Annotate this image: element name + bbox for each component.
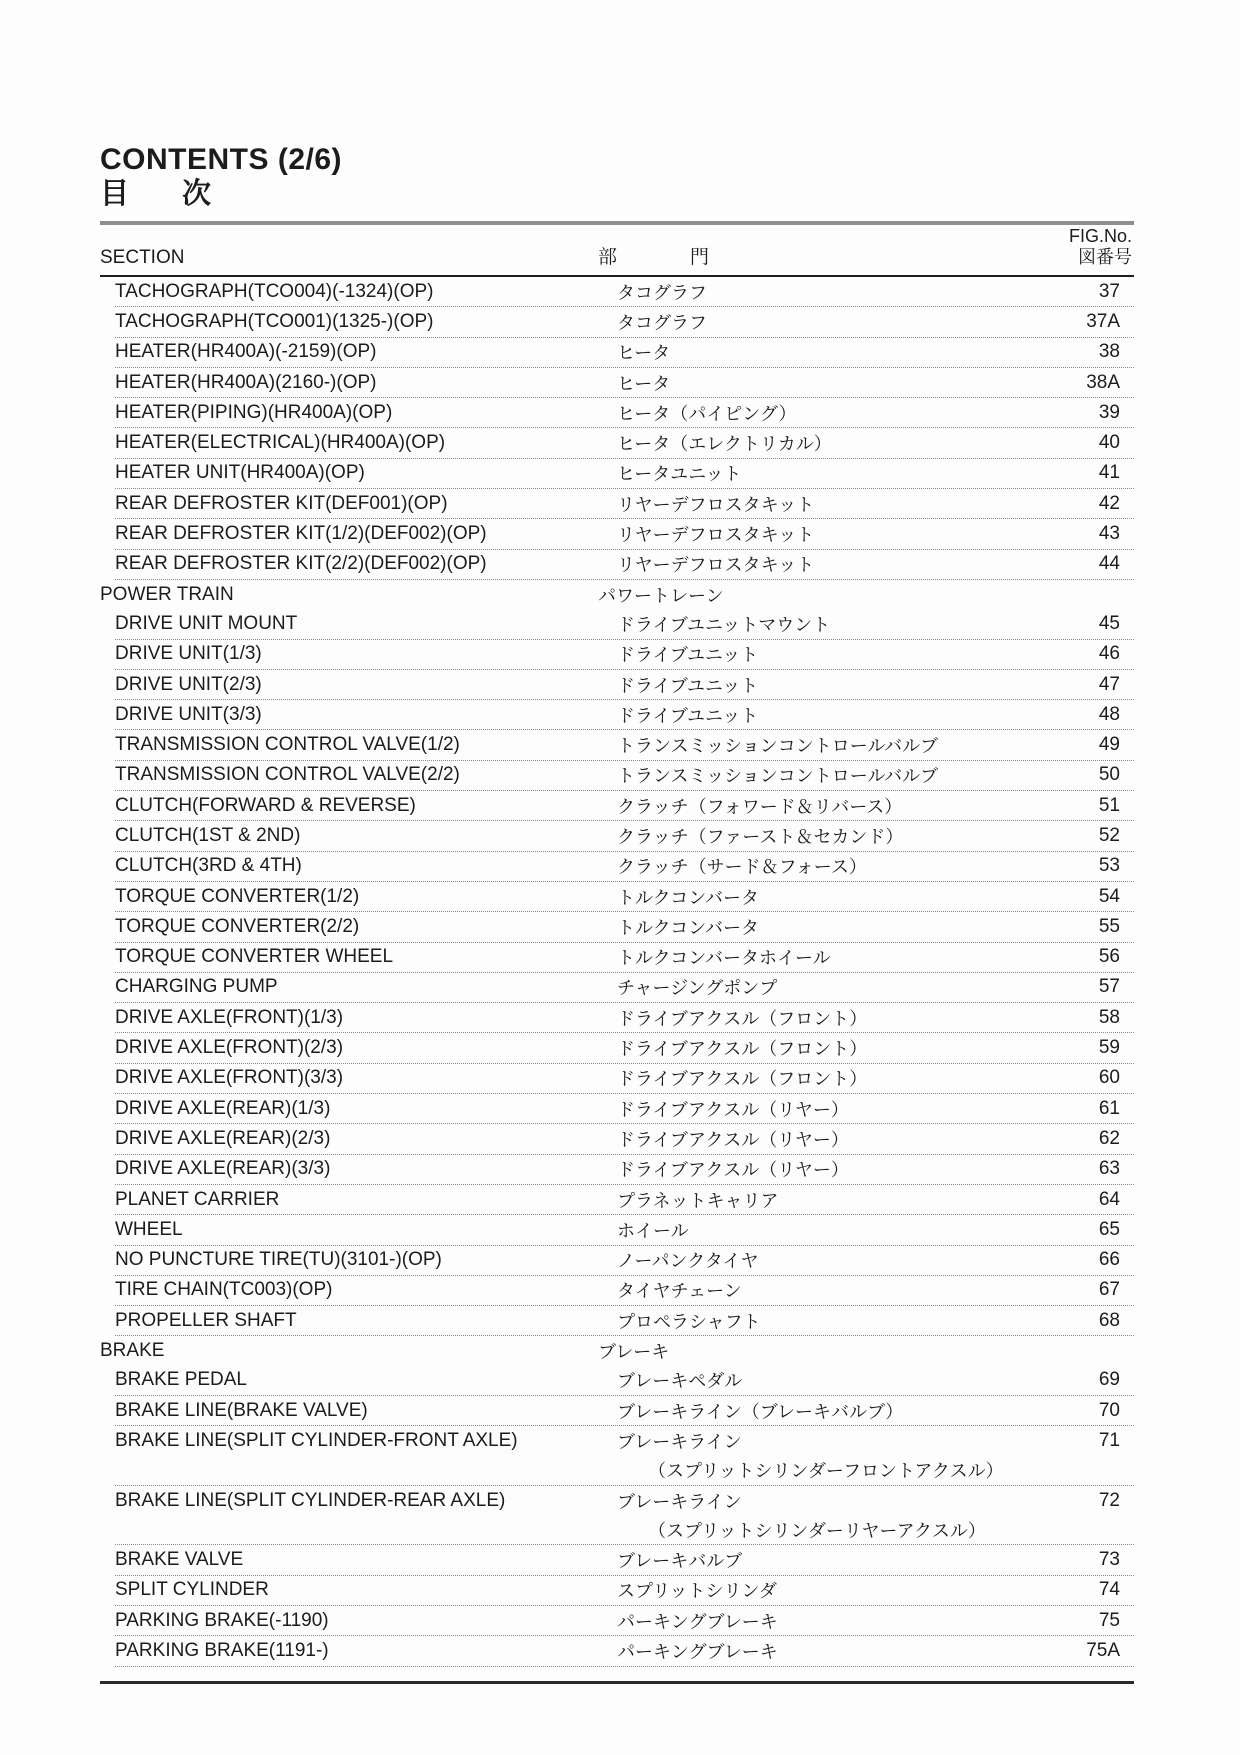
toc-entry-title: DRIVE AXLE(FRONT)(1/3) (115, 1006, 344, 1028)
toc-entry-fig-number: 54 (1098, 885, 1120, 907)
toc-row-line-continued (115, 1515, 1134, 1544)
toc-entry-title: BRAKE LINE(SPLIT CYLINDER-REAR AXLE) (115, 1489, 506, 1511)
toc-entry-title-japanese: チャージングポンプ (617, 978, 778, 999)
table-header (100, 225, 1134, 277)
toc-row (115, 489, 1134, 519)
toc-entry-fig-number: 46 (1098, 643, 1120, 665)
toc-entry-title: PARKING BRAKE(-1190) (115, 1609, 329, 1631)
toc-row (115, 398, 1134, 428)
fig-no-label: FIG.No. (1068, 226, 1132, 246)
toc-entry-title-japanese: ヒータ (617, 343, 671, 364)
toc-entry-fig-number: 38A (1086, 371, 1120, 393)
toc-entry-title: HEATER(HR400A)(-2159)(OP) (115, 341, 377, 363)
toc-row-line (115, 307, 1134, 336)
toc-row-line (115, 368, 1134, 397)
toc-entry-title-japanese-continued: （スプリットシリンダーフロントアクスル） (648, 1461, 1004, 1482)
toc-row-line (115, 1155, 1134, 1184)
toc-entry-title-japanese: パーキングブレーキ (617, 1642, 778, 1662)
toc-row (115, 1033, 1134, 1063)
toc-entry-title: CLUTCH(3RD & 4TH) (115, 855, 302, 877)
toc-entry-fig-number: 49 (1098, 734, 1120, 756)
toc-row-line (115, 821, 1134, 850)
toc-row (115, 550, 1134, 580)
toc-entry-fig-number: 42 (1098, 492, 1120, 514)
toc-row-line (115, 489, 1134, 518)
toc-row-line (115, 519, 1134, 548)
toc-entry-title-japanese: トルクコンバータホイール (617, 948, 831, 969)
toc-row (115, 821, 1134, 851)
toc-row-line (115, 1033, 1134, 1062)
toc-row (115, 1215, 1134, 1245)
toc-row (115, 730, 1134, 760)
toc-row (115, 1486, 1134, 1546)
toc-row (115, 943, 1134, 973)
toc-entry-title: BRAKE LINE(BRAKE VALVE) (115, 1399, 368, 1421)
toc-entry-fig-number: 50 (1098, 764, 1120, 786)
toc-row (115, 609, 1134, 639)
toc-entry-title-japanese: プロペラシャフト (617, 1311, 761, 1332)
page-title: CONTENTS (2/6) (100, 143, 343, 176)
toc-entry-fig-number: 74 (1098, 1579, 1120, 1601)
toc-entry-fig-number: 51 (1098, 794, 1120, 816)
toc-entry-title: TACHOGRAPH(TCO004)(-1324)(OP) (115, 280, 434, 302)
toc-entry-title-japanese: ドライブアクスル（リヤー） (617, 1099, 849, 1120)
toc-entry-fig-number: 40 (1098, 432, 1120, 454)
toc-entry-fig-number: 67 (1098, 1279, 1120, 1301)
toc-entry-fig-number: 37 (1098, 280, 1120, 302)
toc-entry-title: CLUTCH(1ST & 2ND) (115, 824, 301, 846)
toc-entry-title: DRIVE AXLE(FRONT)(2/3) (115, 1037, 344, 1059)
toc-row-line (115, 640, 1134, 669)
toc-entry-title: DRIVE UNIT(3/3) (115, 703, 262, 725)
toc-row-line (115, 338, 1134, 367)
toc-entry-title: PARKING BRAKE(1191-) (115, 1640, 329, 1661)
toc-entry-fig-number: 39 (1098, 401, 1120, 423)
toc-entry-title-japanese: ドライブアクスル（フロント） (617, 1008, 868, 1029)
toc-entry-title: BRAKE LINE(SPLIT CYLINDER-FRONT AXLE) (115, 1429, 518, 1451)
toc-row (115, 428, 1134, 458)
toc-row (115, 912, 1134, 942)
column-header-fig-no (1024, 226, 1134, 268)
toc-entry-title: NO PUNCTURE TIRE(TU)(3101-)(OP) (115, 1249, 442, 1271)
toc-entry-fig-number: 75 (1098, 1609, 1120, 1631)
toc-row (115, 640, 1134, 670)
toc-entry-title: TRANSMISSION CONTROL VALVE(2/2) (115, 764, 460, 786)
toc-row-line (115, 1276, 1134, 1305)
toc-row-line (115, 1003, 1134, 1032)
toc-section-row (100, 1336, 1134, 1365)
toc-entry-title-japanese: リヤーデフロスタキット (617, 494, 815, 515)
toc-entry-title-japanese: ドライブユニット (617, 645, 759, 666)
toc-entry-title-japanese: リヤーデフロスタキット (617, 525, 815, 546)
toc-entry-title-japanese: ホイール (617, 1220, 689, 1241)
toc-entry-title-japanese: ヒータユニット (617, 464, 742, 485)
toc-entry-fig-number: 75A (1086, 1640, 1120, 1661)
toc-entry-fig-number: 38 (1098, 341, 1120, 363)
page-title-japanese: 目 次 (100, 178, 224, 210)
toc-entry-title: TORQUE CONVERTER WHEEL (115, 946, 394, 968)
toc-row-line (115, 1576, 1134, 1605)
toc-row (115, 1306, 1134, 1336)
toc-entry-title-japanese: パワートレーン (598, 585, 724, 606)
toc-entry-title: TACHOGRAPH(TCO001)(1325-)(OP) (115, 310, 434, 332)
toc-row (115, 1064, 1134, 1094)
toc-row-line (115, 670, 1134, 699)
toc-entry-title-japanese: ヒータ（パイピング） (617, 403, 797, 424)
toc-entry-title-japanese: ブレーキライン（ブレーキバルブ） (617, 1401, 904, 1422)
toc-entry-title-japanese: ブレーキライン (617, 1491, 742, 1512)
toc-entry-title-japanese: トルクコンバータ (617, 917, 760, 938)
toc-rows (100, 277, 1134, 1667)
toc-entry-fig-number: 41 (1098, 462, 1120, 484)
toc-entry-title: CLUTCH(FORWARD & REVERSE) (115, 794, 416, 816)
toc-entry-fig-number: 55 (1098, 915, 1120, 937)
toc-entry-title: DRIVE AXLE(FRONT)(3/3) (115, 1067, 344, 1089)
toc-entry-fig-number: 73 (1098, 1549, 1120, 1571)
toc-entry-fig-number: 66 (1098, 1249, 1120, 1271)
toc-row-line (115, 852, 1134, 881)
toc-entry-fig-number: 63 (1098, 1158, 1120, 1180)
toc-row-line-continued (115, 1456, 1134, 1485)
toc-entry-title: DRIVE AXLE(REAR)(1/3) (115, 1097, 331, 1119)
toc-row-line (115, 1094, 1134, 1123)
toc-row-line (115, 1246, 1134, 1275)
toc-entry-fig-number: 71 (1098, 1429, 1120, 1451)
toc-row-line (115, 1306, 1134, 1335)
toc-row (115, 1246, 1134, 1276)
toc-row (115, 1124, 1134, 1154)
toc-entry-fig-number: 53 (1098, 855, 1120, 877)
toc-row-line (115, 1426, 1134, 1455)
toc-entry-fig-number: 48 (1098, 703, 1120, 725)
toc-row-line (115, 1396, 1134, 1425)
toc-row-line (115, 973, 1134, 1002)
toc-entry-fig-number: 56 (1098, 946, 1120, 968)
toc-row (115, 1185, 1134, 1215)
toc-row-line (115, 1636, 1134, 1665)
toc-row (115, 700, 1134, 730)
toc-entry-fig-number: 43 (1098, 523, 1120, 545)
toc-entry-title-japanese: ドライブアクスル（フロント） (617, 1069, 868, 1090)
toc-entry-fig-number: 52 (1098, 824, 1120, 846)
toc-row (115, 1155, 1134, 1185)
toc-row (115, 368, 1134, 398)
toc-entry-fig-number: 60 (1098, 1067, 1120, 1089)
toc-row-line (115, 730, 1134, 759)
toc-entry-fig-number: 58 (1098, 1006, 1120, 1028)
toc-entry-title: DRIVE AXLE(REAR)(2/3) (115, 1127, 331, 1149)
toc-row-line (115, 791, 1134, 820)
toc-entry-title: DRIVE UNIT(1/3) (115, 643, 262, 665)
toc-row (115, 307, 1134, 337)
toc-entry-title: DRIVE UNIT MOUNT (115, 612, 298, 634)
toc-row (115, 1094, 1134, 1124)
toc-entry-title: TORQUE CONVERTER(1/2) (115, 885, 360, 907)
toc-entry-title-japanese: ブレーキペダル (617, 1371, 743, 1392)
toc-entry-title-japanese: ドライブアクスル（リヤー） (617, 1129, 849, 1150)
toc-entry-fig-number: 64 (1098, 1188, 1120, 1210)
toc-entry-title: HEATER(ELECTRICAL)(HR400A)(OP) (115, 432, 446, 454)
toc-entry-title: TRANSMISSION CONTROL VALVE(1/2) (115, 734, 460, 756)
toc-entry-title-japanese: プラネットキャリア (617, 1190, 779, 1211)
toc-row (115, 1426, 1134, 1486)
toc-row (115, 761, 1134, 791)
toc-entry-title-japanese: クラッチ（ファースト＆セカンド） (617, 826, 904, 847)
toc-entry-fig-number: 69 (1098, 1369, 1120, 1391)
toc-entry-title: PLANET CARRIER (115, 1188, 280, 1210)
toc-entry-fig-number: 44 (1098, 553, 1120, 575)
toc-row-line (115, 428, 1134, 457)
toc-entry-title-japanese: ヒータ (617, 373, 671, 394)
toc-entry-title-japanese: ドライブユニットマウント (617, 614, 831, 635)
toc-row (115, 1636, 1134, 1666)
toc-row-line (115, 912, 1134, 941)
toc-row (115, 1576, 1134, 1606)
toc-entry-fig-number: 59 (1098, 1037, 1120, 1059)
toc-row-line (115, 761, 1134, 790)
toc-entry-title-japanese: トルクコンバータ (617, 887, 760, 908)
toc-entry-title-japanese: ノーパンクタイヤ (617, 1251, 759, 1272)
toc-entry-title: REAR DEFROSTER KIT(2/2)(DEF002)(OP) (115, 553, 487, 575)
toc-entry-fig-number: 61 (1098, 1097, 1120, 1119)
toc-entry-title-japanese: トランスミッションコントロールバルブ (617, 766, 939, 787)
bottom-divider (100, 1681, 1134, 1684)
toc-entry-title: TIRE CHAIN(TC003)(OP) (115, 1279, 333, 1301)
toc-row-line (115, 943, 1134, 972)
toc-row (115, 1366, 1134, 1396)
toc-row (115, 1545, 1134, 1575)
toc-entry-title-japanese: タコグラフ (617, 312, 707, 333)
toc-entry-fig-number: 45 (1098, 612, 1120, 634)
toc-entry-title-japanese-continued: （スプリットシリンダーリヤーアクスル） (648, 1520, 986, 1541)
toc-entry-title-japanese: クラッチ（フォワード＆リバース） (617, 796, 903, 817)
toc-entry-title-japanese: スプリットシリンダ (617, 1581, 777, 1602)
toc-row (115, 1003, 1134, 1033)
toc-row-line (115, 1185, 1134, 1214)
toc-entry-title-japanese: リヤーデフロスタキット (617, 555, 815, 576)
toc-row-line (115, 277, 1134, 306)
toc-entry-title-japanese: ドライブアクスル（リヤー） (617, 1160, 849, 1181)
toc-entry-fig-number: 57 (1098, 976, 1120, 998)
toc-entry-fig-number: 68 (1098, 1309, 1120, 1331)
toc-row-line (100, 1336, 1134, 1365)
toc-entry-title-japanese: ドライブアクスル（フロント） (617, 1039, 868, 1060)
toc-entry-title-japanese: パーキングブレーキ (617, 1611, 778, 1632)
toc-entry-title-japanese: ヒータ（エレクトリカル） (617, 434, 832, 455)
toc-entry-title: PROPELLER SHAFT (115, 1309, 297, 1331)
toc-row-line (115, 1124, 1134, 1153)
toc-entry-title: WHEEL (115, 1218, 183, 1240)
toc-entry-title: HEATER(HR400A)(2160-)(OP) (115, 371, 377, 393)
column-header-section-japanese: 部 門 (598, 247, 737, 268)
toc-row-line (115, 398, 1134, 427)
toc-row-line (115, 609, 1134, 638)
toc-entry-title-japanese: ドライブユニット (617, 675, 759, 696)
toc-row (115, 670, 1134, 700)
toc-entry-title: BRAKE PEDAL (115, 1369, 247, 1391)
toc-row-line (115, 1366, 1134, 1395)
toc-entry-title-japanese: タコグラフ (617, 282, 707, 303)
toc-row-line (115, 459, 1134, 488)
toc-row (115, 459, 1134, 489)
toc-entry-title-japanese: ブレーキバルブ (617, 1551, 743, 1572)
column-header-section: SECTION (100, 247, 185, 268)
toc-entry-title-japanese: タイヤチェーン (617, 1281, 742, 1302)
toc-row (115, 1396, 1134, 1426)
toc-row-line (115, 882, 1134, 911)
toc-entry-title-japanese: トランスミッションコントロールバルブ (617, 736, 939, 757)
toc-row (115, 519, 1134, 549)
toc-entry-title: POWER TRAIN (100, 583, 234, 605)
toc-section-row (100, 580, 1134, 609)
toc-entry-fig-number: 72 (1098, 1489, 1120, 1511)
toc-row (115, 973, 1134, 1003)
toc-row-line (115, 1215, 1134, 1244)
toc-row (115, 791, 1134, 821)
toc-row-line (115, 550, 1134, 579)
fig-no-label-japanese: 図番号 (1078, 247, 1132, 267)
toc-entry-title: BRAKE (100, 1340, 165, 1362)
toc-entry-title: DRIVE UNIT(2/3) (115, 673, 262, 695)
toc-row (115, 277, 1134, 307)
toc-row-line (115, 1545, 1134, 1574)
toc-entry-title: HEATER(PIPING)(HR400A)(OP) (115, 401, 393, 423)
toc-row-line (100, 580, 1134, 609)
toc-row (115, 1606, 1134, 1636)
toc-entry-title-japanese: ドライブユニット (617, 705, 759, 726)
toc-entry-fig-number: 65 (1098, 1218, 1120, 1240)
toc-row (115, 852, 1134, 882)
toc-entry-title: HEATER UNIT(HR400A)(OP) (115, 462, 365, 484)
toc-row (115, 1276, 1134, 1306)
toc-entry-fig-number: 47 (1098, 673, 1120, 695)
toc-row-line (115, 1606, 1134, 1635)
toc-entry-fig-number: 70 (1098, 1399, 1120, 1421)
toc-entry-title: REAR DEFROSTER KIT(1/2)(DEF002)(OP) (115, 523, 487, 545)
toc-entry-title: BRAKE VALVE (115, 1549, 244, 1571)
toc-entry-fig-number: 62 (1098, 1127, 1120, 1149)
toc-row-line (115, 700, 1134, 729)
toc-entry-title: DRIVE AXLE(REAR)(3/3) (115, 1158, 331, 1180)
toc-entry-fig-number: 37A (1086, 310, 1120, 332)
toc-entry-title: SPLIT CYLINDER (115, 1579, 269, 1601)
toc-row (115, 338, 1134, 368)
toc-row-line (115, 1486, 1134, 1515)
toc-row-line (115, 1064, 1134, 1093)
toc-entry-title-japanese: クラッチ（サード＆フォース） (617, 857, 867, 878)
toc-entry-title-japanese: ブレーキライン (617, 1431, 742, 1452)
toc-entry-title-japanese: ブレーキ (598, 1342, 670, 1363)
toc-row (115, 882, 1134, 912)
toc-entry-title: CHARGING PUMP (115, 976, 278, 998)
toc-entry-title: TORQUE CONVERTER(2/2) (115, 915, 360, 937)
toc-entry-title: REAR DEFROSTER KIT(DEF001)(OP) (115, 492, 448, 514)
